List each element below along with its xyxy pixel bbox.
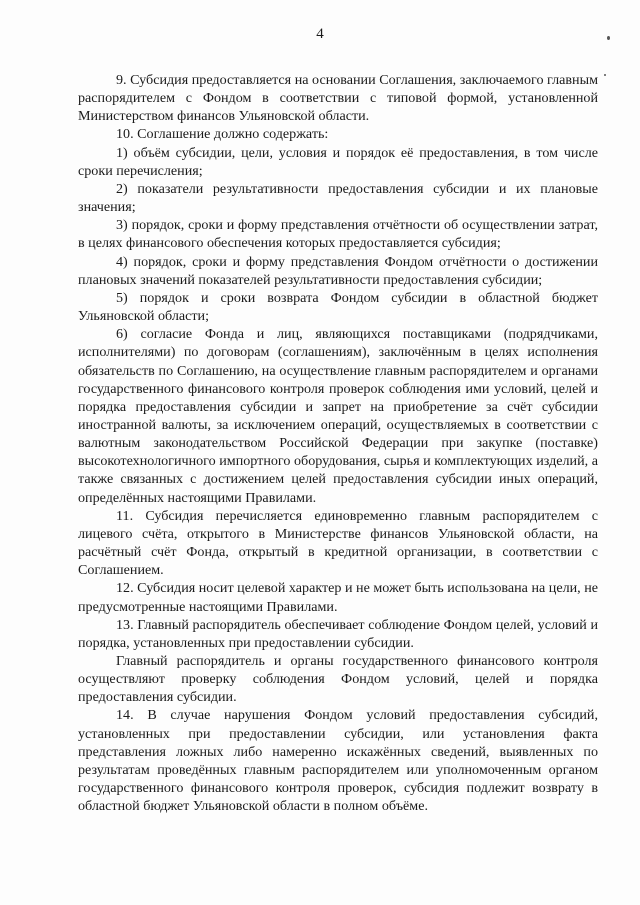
paragraph-clause-9: 9. Субсидия предоставляется на основании Соглашения, заключаемого главным распорядителем с Фондом в соответствии с типовой формой, установленной Министерством финансов Ульяновской области. xyxy=(78,72,598,125)
paragraph-clause-13-control: Главный распорядитель и органы государственного финансового контроля осуществляют проверку соблюдения Фондом условий, целей и порядка предоставления субсидии. xyxy=(78,653,598,706)
paragraph-item-2: 2) показатели результативности предоставления субсидии и их плановые значения; xyxy=(78,180,598,216)
scan-speck xyxy=(604,74,606,76)
paragraph-clause-10: 10. Соглашение должно содержать: xyxy=(116,126,329,143)
paragraph-item-5: 5) порядок и сроки возврата Фондом субсидии в областной бюджет Ульяновской области; xyxy=(78,289,598,325)
paragraph-item-3: 3) порядок, сроки и форму представления отчётности об осуществлении затрат, в целях финансового обеспечения которых предоставляется субсидия; xyxy=(78,217,598,252)
paragraph-item-1: 1) объём субсидии, цели, условия и порядок её предоставления, в том числе сроки перечисления; xyxy=(78,144,598,179)
paragraph-clause-14: 14. В случае нарушения Фондом условий предоставления субсидий, установленных при предоставлении субсидии, или установления факта представления ложных либо намеренно искажённых сведений, выявленных по результатам проведённых главным распорядителем или уполномоченным органом государственного финансового контроля проверок, субсидия подлежит возврату в областной бюджет Ульяновской области в полном объёме. xyxy=(78,707,598,815)
document-body xyxy=(78,71,598,815)
paragraph-clause-11: 11. Субсидия перечисляется единовременно главным распорядителем с лицевого счёта, открытого в Министерстве финансов Ульяновской области, на расчётный счёт Фонда, открытый в кредитной организации, в соответствии с Соглашением. xyxy=(78,507,598,579)
paragraph-item-4: 4) порядок, сроки и форму представления Фондом отчётности о достижении плановых значений показателей результативности предоставления субсидии; xyxy=(78,253,598,288)
page-number: 4 xyxy=(316,26,324,42)
paragraph-clause-13: 13. Главный распорядитель обеспечивает соблюдение Фондом целей, условий и порядка, установленных при предоставлении субсидии. xyxy=(78,616,598,651)
paragraph-clause-12: 12. Субсидия носит целевой характер и не может быть использована на цели, не предусмотренные настоящими Правилами. xyxy=(78,580,599,615)
paragraph-item-6: 6) согласие Фонда и лиц, являющихся поставщиками (подрядчиками, исполнителями) по договорам (соглашениям), заключённым в целях исполнения обязательств по Соглашению, на осуществление главным распорядителем и органами государственного финансового контроля проверок соблюдения ими условий, целей и порядка предоставления субсидии и запрет на приобретение за счёт субсидии иностранной валюты, за исключением операций, осуществляемых в соответствии с валютным законодательством Российской Федерации при закупке (поставке) высокотехнологичного импортного оборудования, сырья и комплектующих изделий, а также связанных с достижением целей предоставления субсидии иных операций, определённых настоящими Правилами. xyxy=(78,326,598,506)
scan-speck xyxy=(607,36,610,40)
